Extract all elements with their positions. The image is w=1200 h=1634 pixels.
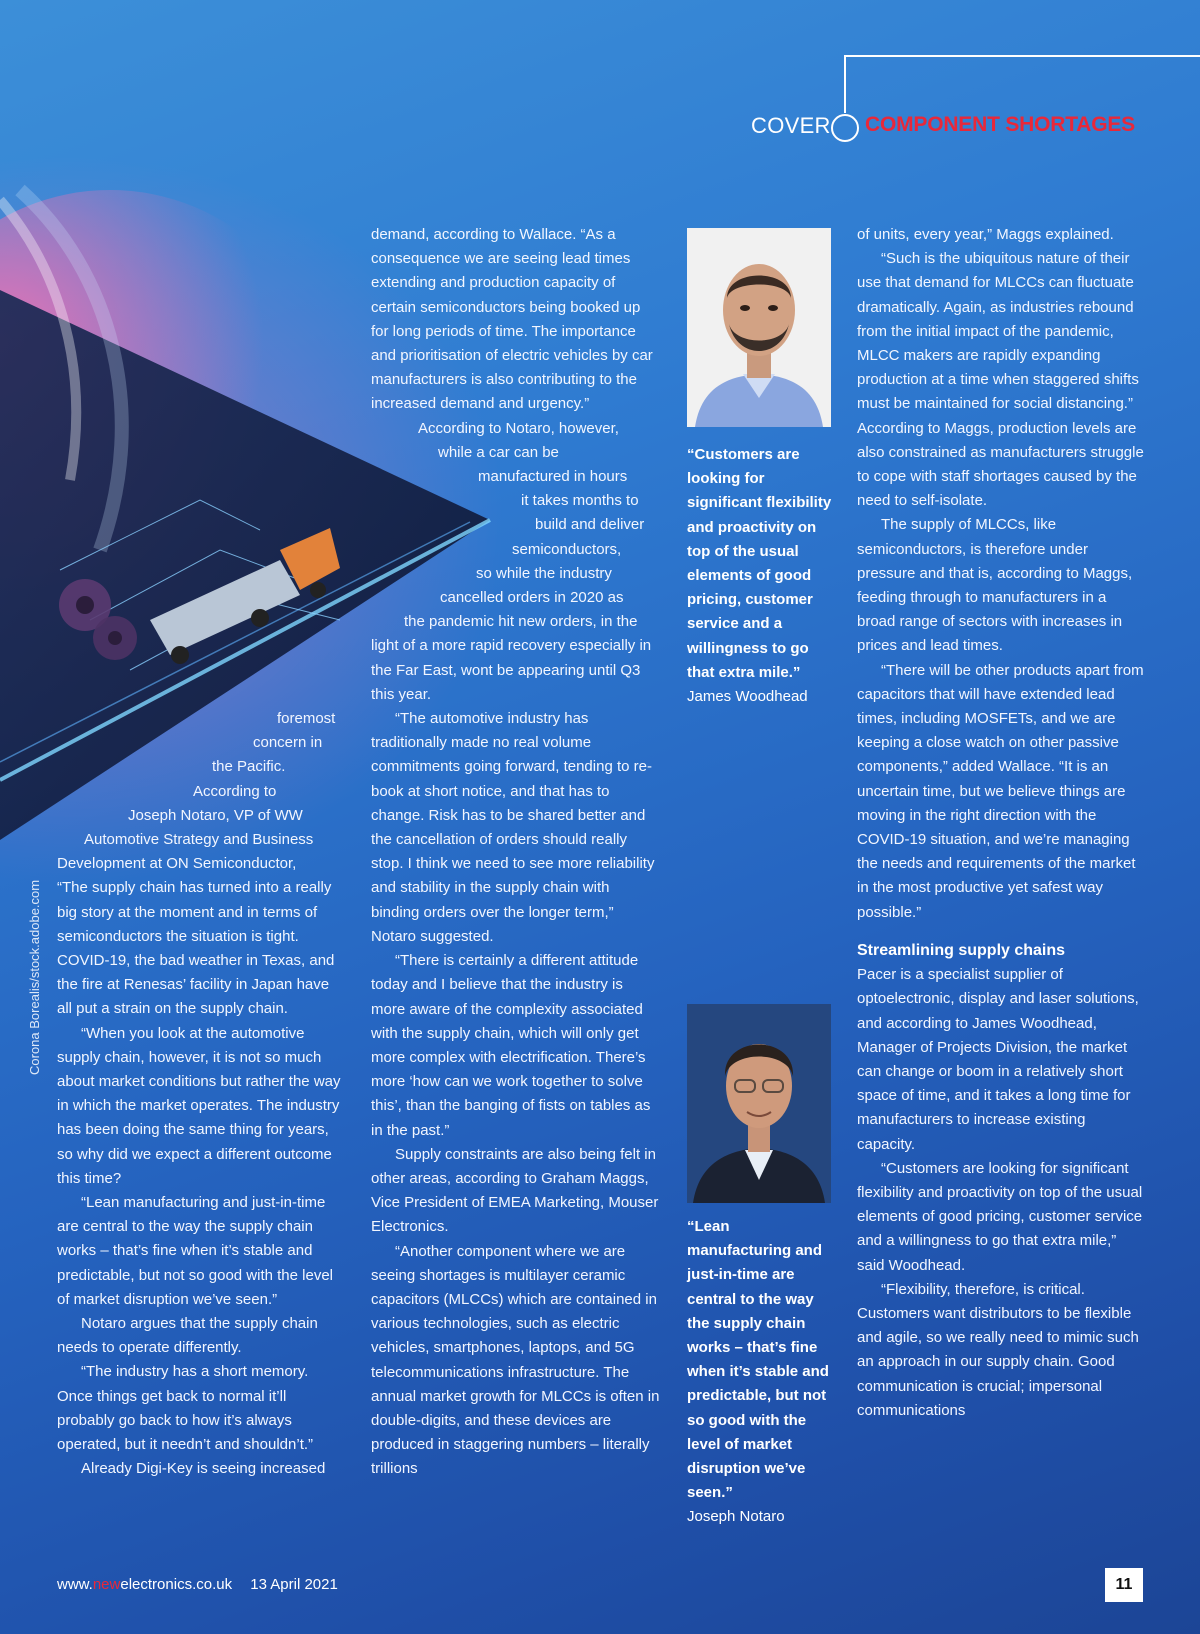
paragraph: Pacer is a specialist supplier of optoelectronic, display and laser solutions, and according to James Woodhead, Manager of Projects Division, the market can change or boom in a relatively short space of time, and it takes a long time for manufacturers to increase existing capacity.: [857, 966, 1139, 1153]
url-prefix: www.: [57, 1576, 93, 1593]
text-line: manufactured in hours: [478, 468, 628, 486]
paragraph: “The supply chain has turned into a really big story at the moment and in terms of semiconductors the situation is tight. COVID-19, the bad weather in Texas, and the fire at Renesas’ facility in Japan have all put a strain on the supply chain.: [57, 879, 335, 1018]
paragraph: of units, every year,” Maggs explained.: [857, 226, 1114, 243]
paragraph: “The automotive industry has traditionally made no real volume commitments going forward, tending to re-book at short notice, and that has to change. Risk has to be shared better and the cancellation of orders should really stop. I think we need to see more reliability and stability in the supply chain with binding orders over the longer term,” Notaro suggested.: [371, 710, 655, 945]
headshot-photo: [687, 228, 831, 427]
photo-credit: Corona Borealis/stock.adobe.com: [27, 879, 42, 1075]
paragraph: “Another component where we are seeing shortages is multilayer ceramic capacitors (MLCCs) which are contained in various technologies, such as electric vehicles, smartphones, laptops, and 5G telecommunications infrastructure. The annual market growth for MLCCs is often in double-digits, and these devices are produced in staggering numbers – literally trillions: [371, 1242, 660, 1478]
paragraph: “Such is the ubiquitous nature of their use that demand for MLCCs can fluctuate dramatically. Again, as industries rebound from the initial impact of the pandemic, MLCC makers are rapidly expanding production at a time when staggered shifts must be maintained for social distancing.” According to Maggs, production levels are also constrained as manufacturers struggle to cope with staff shortages caused by the need to self-isolate.: [857, 250, 1144, 510]
text-line: Development at ON Semiconductor,: [57, 855, 297, 873]
text-line: foremost: [277, 710, 336, 727]
cover-label: COVER: [751, 113, 831, 138]
footer-url[interactable]: [57, 1576, 232, 1593]
paragraph: “There is certainly a different attitude today and I believe that the industry is more aware of the complexity associated with the supply chain, which will only get more complex with electrification. There’s more ‘how can we work together to solve this’, than the banging of fists on tables as in the past.”: [371, 952, 651, 1139]
text-line: so while the industry: [476, 564, 612, 582]
paragraph: The supply of MLCCs, like semiconductors, is therefore under pressure and that is, according to Maggs, feeding through to manufacturers in a broad range of sectors with increases in prices and lead times.: [857, 516, 1133, 655]
paragraph: Already Digi-Key is seeing increased: [81, 1460, 326, 1478]
text-line: Joseph Notaro, VP of WW: [128, 806, 303, 824]
paragraph: “There will be other products apart from capacitors that will have extended lead times, including MOSFETs, and we are keeping a close watch on other passive components,” added Wallace. “It is an uncertain time, but we believe things are moving in the right direction with the COVID-19 situation, and we’re managing the needs and requirements of the market in the most productive yet safest way possible.”: [857, 661, 1144, 921]
url-suffix: electronics.co.uk: [120, 1576, 233, 1593]
text-line: it takes months to: [521, 492, 639, 510]
headshot-photo: [687, 1004, 831, 1203]
paragraph: “When you look at the automotive supply chain, however, it is not so much about market conditions but rather the way in which the market operates. The industry has been doing the same thing for years, so why did we expect a different outcome this time?: [57, 1024, 341, 1187]
text-line: semiconductors,: [512, 540, 622, 558]
article-column-4: [857, 223, 1147, 1423]
header-rule-horizontal: [845, 55, 1200, 57]
section-subheading: Streamlining supply chains: [857, 941, 1066, 959]
paragraph: “The industry has a short memory. Once things get back to normal it’ll probably go back to how it’s always operated, but it needn’t and shouldn’t.”: [57, 1363, 314, 1454]
paragraph: “Customers are looking for significant flexibility and proactivity on top of the usual elements of good pricing, customer service and a willingness to go that extra mile,” said Woodhead.: [857, 1159, 1143, 1274]
article-column-1: [57, 707, 341, 1482]
paragraph: Supply constraints are also being felt in other areas, according to Graham Maggs, Vice President of EMEA Marketing, Mouser Electronics.: [371, 1145, 659, 1236]
header-rule-vertical: [844, 55, 846, 113]
text-line: Automotive Strategy and Business: [84, 831, 314, 849]
text-line: According to: [193, 782, 277, 800]
footer: [57, 1576, 338, 1593]
url-brand-new: new: [92, 1576, 121, 1593]
article-column-2: [371, 223, 661, 1482]
section-label: COMPONENT SHORTAGES: [865, 113, 1135, 136]
pull-quote-text: “Lean manufacturing and just-in-time are central to the way the supply chain works – that’s fine when it’s stable and predictable, but not so good with the level of market disruption we’ve seen.”: [687, 1218, 829, 1502]
pull-quote-text: “Customers are looking for significant flexibility and proactivity on top of the usual elements of good pricing, customer service and a willingness to go that extra mile.”: [687, 446, 832, 681]
text-line: build and deliver: [535, 516, 645, 534]
issue-date: 13 April 2021: [250, 1576, 338, 1593]
text-line: concern in: [253, 734, 323, 752]
circle-icon: [831, 114, 859, 142]
paragraph: Notaro argues that the supply chain needs to operate differently.: [57, 1315, 318, 1357]
page-number: 11: [1105, 1568, 1143, 1602]
text-line: while a car can be: [438, 443, 559, 461]
paragraph: “Flexibility, therefore, is critical. Customers want distributors to be flexible and agile, so we really need to mimic such an approach in our supply chain. Good communication is crucial; impersonal communications: [857, 1280, 1139, 1419]
text-line: cancelled orders in 2020 as: [440, 589, 624, 607]
pull-quote: [687, 443, 837, 709]
text-line: the Pacific.: [212, 758, 286, 776]
pull-quote-attribution: Joseph Notaro: [687, 1508, 785, 1526]
paragraph: “Lean manufacturing and just-in-time are central to the way the supply chain works – that’s fine when it’s stable and predictable, but not so good with the level of market disruption we’ve seen.”: [57, 1194, 334, 1308]
pull-quote-attribution: James Woodhead: [687, 688, 808, 706]
paragraph: the pandemic hit new orders, in the light of a more rapid recovery especially in the Far East, wont be appearing until Q3 this year.: [371, 613, 652, 703]
text-line: According to Notaro, however,: [418, 419, 619, 437]
paragraph: demand, according to Wallace. “As a consequence we are seeing lead times extending and production capacity of certain semiconductors being booked up for long periods of time. The importance and prioritisation of electric vehicles by car manufacturers is also contributing to the increased demand and urgency.”: [371, 226, 653, 413]
pull-quote: [687, 1215, 837, 1530]
